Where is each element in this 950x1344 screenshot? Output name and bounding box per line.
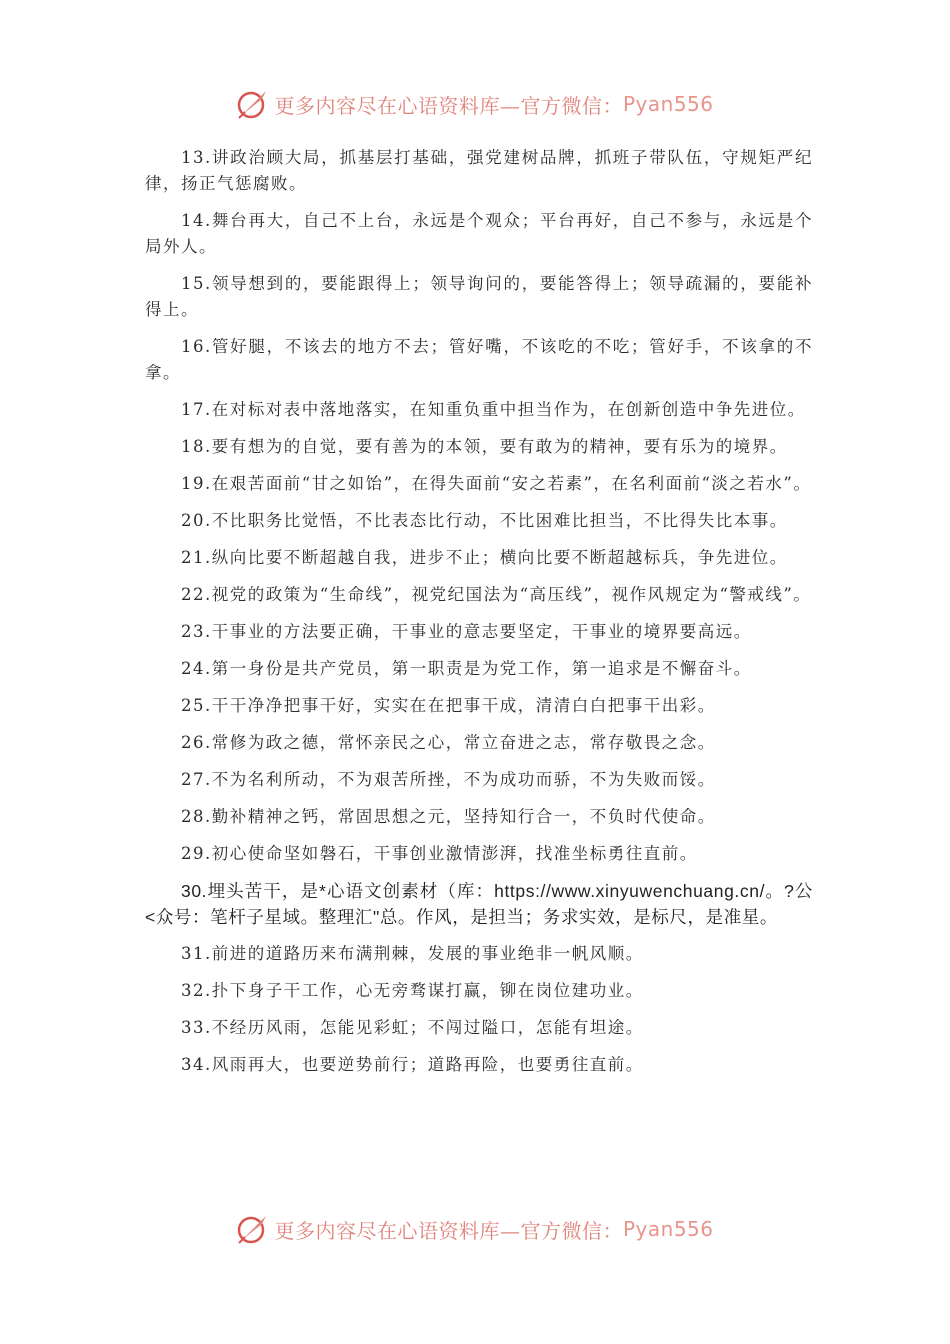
header-banner-text: 更多内容尽在心语资料库—官方微信： (274, 93, 623, 118)
paragraph-23: 23.干事业的方法要正确，干事业的意志要坚定，干事业的境界要高远。 (181, 622, 752, 641)
paragraph-30: 30.埋头苦干，是*心语文创素材（库：https://www.xinyuwenchuang.cn/。?公<众号：笔杆子星域。整理汇"总。作风，是担当；务求实效，是标尺，是准星。 (145, 881, 813, 927)
header-banner (0, 84, 950, 124)
header-banner-id: Pyan556 (622, 92, 714, 116)
document-body (145, 145, 813, 1089)
paragraph-20: 20.不比职务比觉悟，不比表态比行动，不比困难比担当，不比得失比本事。 (181, 511, 788, 530)
paragraph-25: 25.干干净净把事干好，实实在在把事干成，清清白白把事干出彩。 (181, 696, 716, 715)
footer-banner-text: 更多内容尽在心语资料库—官方微信： (274, 1218, 623, 1243)
paragraph-21: 21.纵向比要不断超越自我，进步不止；横向比要不断超越标兵，争先进位。 (181, 548, 788, 567)
paragraph-18: 18.要有想为的自觉，要有善为的本领，要有敢为的精神，要有乐为的境界。 (181, 437, 788, 456)
paragraph-27: 27.不为名利所动，不为艰苦所挫，不为成功而骄，不为失败而馁。 (181, 770, 716, 789)
paragraph-22: 22.视党的政策为“生命线”，视党纪国法为“高压线”，视作风规定为“警戒线”。 (181, 585, 812, 604)
footer-banner-id: Pyan556 (622, 1217, 714, 1241)
paragraph-16: 16.管好腿，不该去的地方不去；管好嘴，不该吃的不吃；管好手，不该拿的不拿。 (145, 337, 813, 382)
paragraph-17: 17.在对标对表中落地落实，在知重负重中担当作为，在创新创造中争先进位。 (181, 400, 806, 419)
quill-logo-icon (236, 1212, 270, 1246)
paragraph-19: 19.在艰苦面前“甘之如饴”，在得失面前“安之若素”，在名利面前“淡之若水”。 (181, 474, 812, 493)
paragraph-31: 31.前进的道路历来布满荆棘，发展的事业绝非一帆风顺。 (181, 944, 644, 963)
paragraph-15: 15.领导想到的，要能跟得上；领导询问的，要能答得上；领导疏漏的，要能补得上。 (145, 274, 813, 319)
footer-banner (0, 1209, 950, 1249)
paragraph-24: 24.第一身份是共产党员，第一职责是为党工作，第一追求是不懈奋斗。 (181, 659, 752, 678)
paragraph-14: 14.舞台再大，自己不上台，永远是个观众；平台再好，自己不参与，永远是个局外人。 (145, 211, 813, 256)
quill-logo-icon (236, 87, 270, 121)
paragraph-26: 26.常修为政之德，常怀亲民之心，常立奋进之志，常存敬畏之念。 (181, 733, 716, 752)
paragraph-13: 13.讲政治顾大局，抓基层打基础，强党建树品牌，抓班子带队伍，守规矩严纪律，扬正气惩腐败。 (145, 148, 813, 193)
paragraph-33: 33.不经历风雨，怎能见彩虹；不闯过隘口，怎能有坦途。 (181, 1018, 644, 1037)
paragraph-28: 28.勤补精神之钙，常固思想之元，坚持知行合一，不负时代使命。 (181, 807, 716, 826)
paragraph-34: 34.风雨再大，也要逆势前行；道路再险，也要勇往直前。 (181, 1055, 644, 1074)
paragraph-29: 29.初心使命坚如磐石，干事创业激情澎湃，找准坐标勇往直前。 (181, 844, 698, 863)
paragraph-32: 32.扑下身子干工作，心无旁骛谋打赢，铆在岗位建功业。 (181, 981, 644, 1000)
